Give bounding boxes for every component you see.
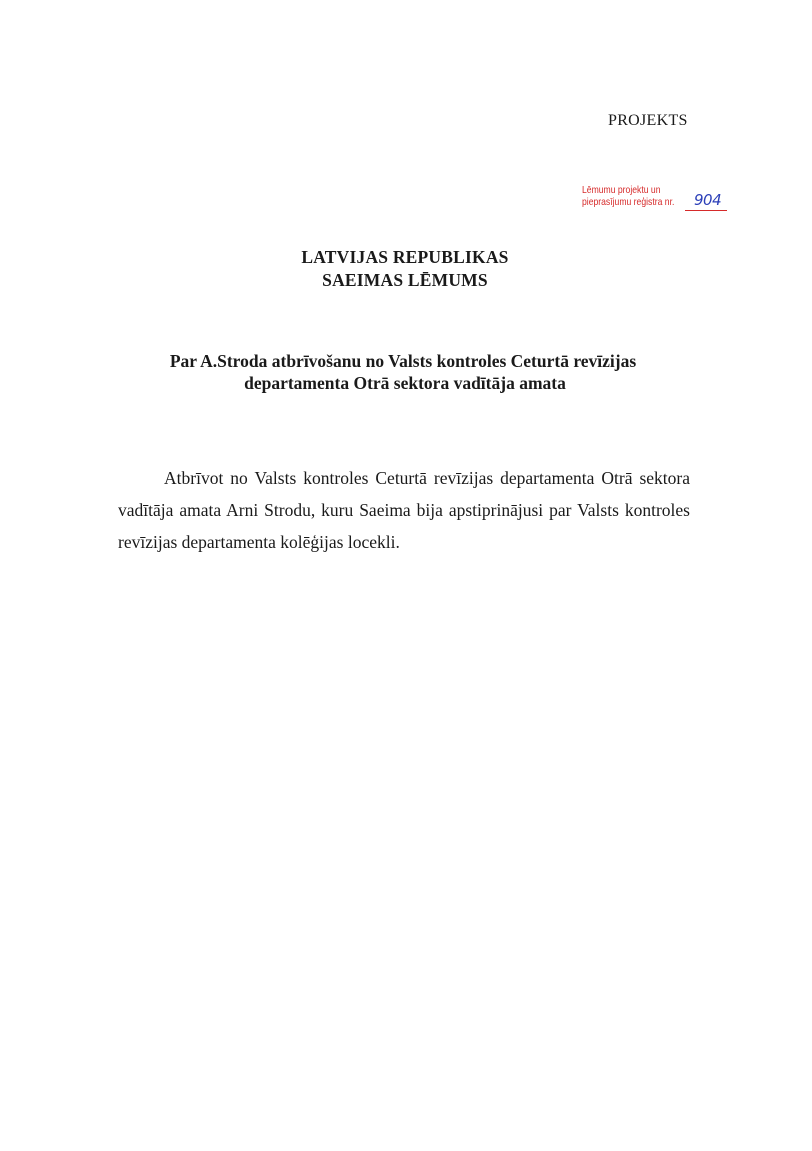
- registry-stamp: [582, 184, 705, 208]
- stamp-registry-number: 904: [694, 191, 722, 209]
- title-line-2: departamenta Otrā sektora vadītāja amata: [244, 373, 566, 393]
- stamp-line-1: Lēmumu projektu un: [582, 184, 661, 196]
- decision-body-paragraph: Atbrīvot no Valsts kontroles Ceturtā revīzijas departamenta Otrā sektora vadītāja amata Arni Strodu, kuru Saeima bija apstiprinājusi par Valsts kontroles revīzijas departamenta kolēģijas locekli.: [118, 468, 690, 552]
- document-heading: [0, 246, 812, 292]
- title-line-1: Par A.Stroda atbrīvošanu no Valsts kontroles Ceturtā revīzijas: [169, 351, 637, 371]
- projekts-label: PROJEKTS: [608, 112, 688, 129]
- stamp-number-underline: [685, 210, 727, 211]
- heading-line-1: LATVIJAS REPUBLIKAS: [301, 247, 509, 267]
- decision-title: [0, 350, 812, 394]
- heading-line-2: SAEIMAS LĒMUMS: [322, 270, 488, 290]
- stamp-line-2: pieprasījumu reģistra nr.: [582, 196, 675, 208]
